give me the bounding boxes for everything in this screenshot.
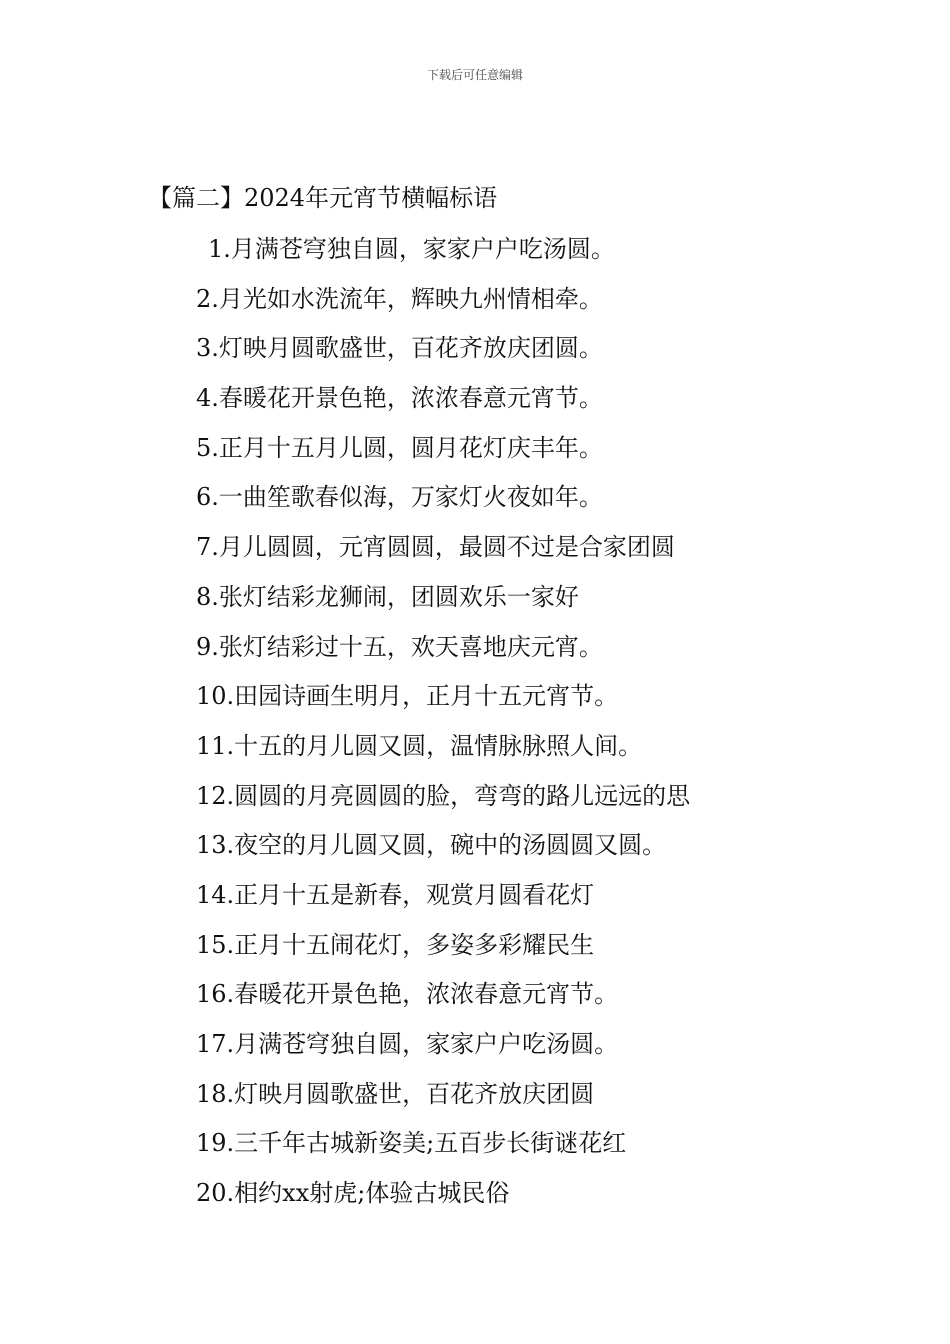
- list-item: 19.三千年古城新姿美;五百步长街谜花红: [196, 1129, 627, 1158]
- list-item: 18.灯映月圆歌盛世，百花齐放庆团圆: [196, 1079, 595, 1108]
- list-item: 5.正月十五月儿圆，圆月花灯庆丰年。: [196, 433, 603, 462]
- list-item: 15.正月十五闹花灯，多姿多彩耀民生: [196, 930, 595, 959]
- list-item: 11.十五的月儿圆又圆，温情脉脉照人间。: [196, 731, 643, 760]
- list-item: 14.正月十五是新春，观赏月圆看花灯: [196, 880, 595, 909]
- list-item: 13.夜空的月儿圆又圆，碗中的汤圆圆又圆。: [196, 831, 667, 860]
- list-item: 8.张灯结彩龙狮闹，团圆欢乐一家好: [196, 582, 579, 611]
- list-item: 17.月满苍穹独自圆，家家户户吃汤圆。: [196, 1030, 619, 1058]
- list-item: 9.张灯结彩过十五，欢天喜地庆元宵。: [196, 632, 603, 661]
- document-title: 【篇二】2024年元宵节横幅标语: [148, 184, 498, 212]
- list-item: 10.田园诗画生明月，正月十五元宵节。: [196, 682, 619, 711]
- list-item: 20.相约xx射虎;体验古城民俗: [196, 1179, 510, 1208]
- list-item: 2.月光如水洗流年，辉映九州情相牵。: [196, 284, 603, 313]
- list-item: 12.圆圆的月亮圆圆的脸，弯弯的路儿远远的思: [196, 781, 691, 810]
- list-item: 7.月儿圆圆，元宵圆圆，最圆不过是合家团圆: [196, 533, 675, 562]
- slogan-list: [0, 232, 950, 1226]
- list-item: 3.灯映月圆歌盛世，百花齐放庆团圆。: [196, 334, 603, 363]
- list-item: 6.一曲笙歌春似海，万家灯火夜如年。: [196, 483, 603, 512]
- page-header-note: 下载后可任意编辑: [426, 68, 523, 82]
- list-item: 4.春暖花开景色艳，浓浓春意元宵节。: [196, 384, 603, 413]
- list-item: 16.春暖花开景色艳，浓浓春意元宵节。: [196, 980, 619, 1009]
- list-item: 1.月满苍穹独自圆，家家户户吃汤圆。: [208, 235, 615, 263]
